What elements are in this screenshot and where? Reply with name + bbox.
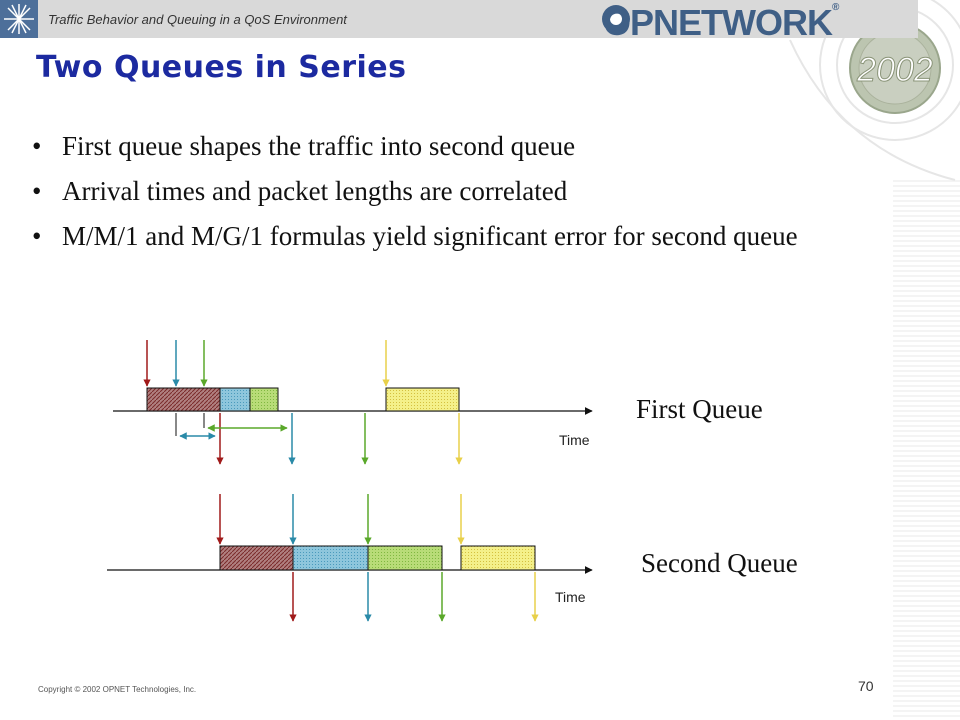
- logo-text: OPNETWORK: [603, 2, 832, 43]
- second-queue-label: Second Queue: [641, 548, 798, 578]
- logo-trademark: ®: [832, 2, 839, 13]
- page-number: 70: [858, 678, 874, 694]
- header-title: Traffic Behavior and Queuing in a QoS Environment: [48, 12, 347, 27]
- slide-title: Two Queues in Series: [36, 50, 407, 85]
- q2-packet-red: [220, 546, 293, 570]
- bullet-item: • First queue shapes the traffic into second queue: [32, 130, 862, 162]
- time-label-2: Time: [555, 589, 586, 605]
- q1-packet-yellow: [386, 388, 459, 411]
- bullet-item: • M/M/1 and M/G/1 formulas yield significant error for second queue: [32, 220, 862, 252]
- q2-packet-blue: [293, 546, 368, 570]
- star-icon: [4, 4, 34, 34]
- q2-packet-yellow: [461, 546, 535, 570]
- time-label-1: Time: [559, 432, 590, 448]
- badge-year: 2002: [857, 51, 933, 89]
- q1-packet-green: [250, 388, 278, 411]
- q1-packet-blue: [220, 388, 250, 411]
- opnetwork-logo: [603, 2, 838, 44]
- first-queue-label: First Queue: [636, 394, 763, 424]
- q2-packet-green: [368, 546, 442, 570]
- bullet-list: [32, 130, 862, 265]
- bullet-item: • Arrival times and packet lengths are correlated: [32, 175, 862, 207]
- q1-packet-red: [147, 388, 220, 411]
- copyright-text: Copyright © 2002 OPNET Technologies, Inc.: [38, 685, 197, 694]
